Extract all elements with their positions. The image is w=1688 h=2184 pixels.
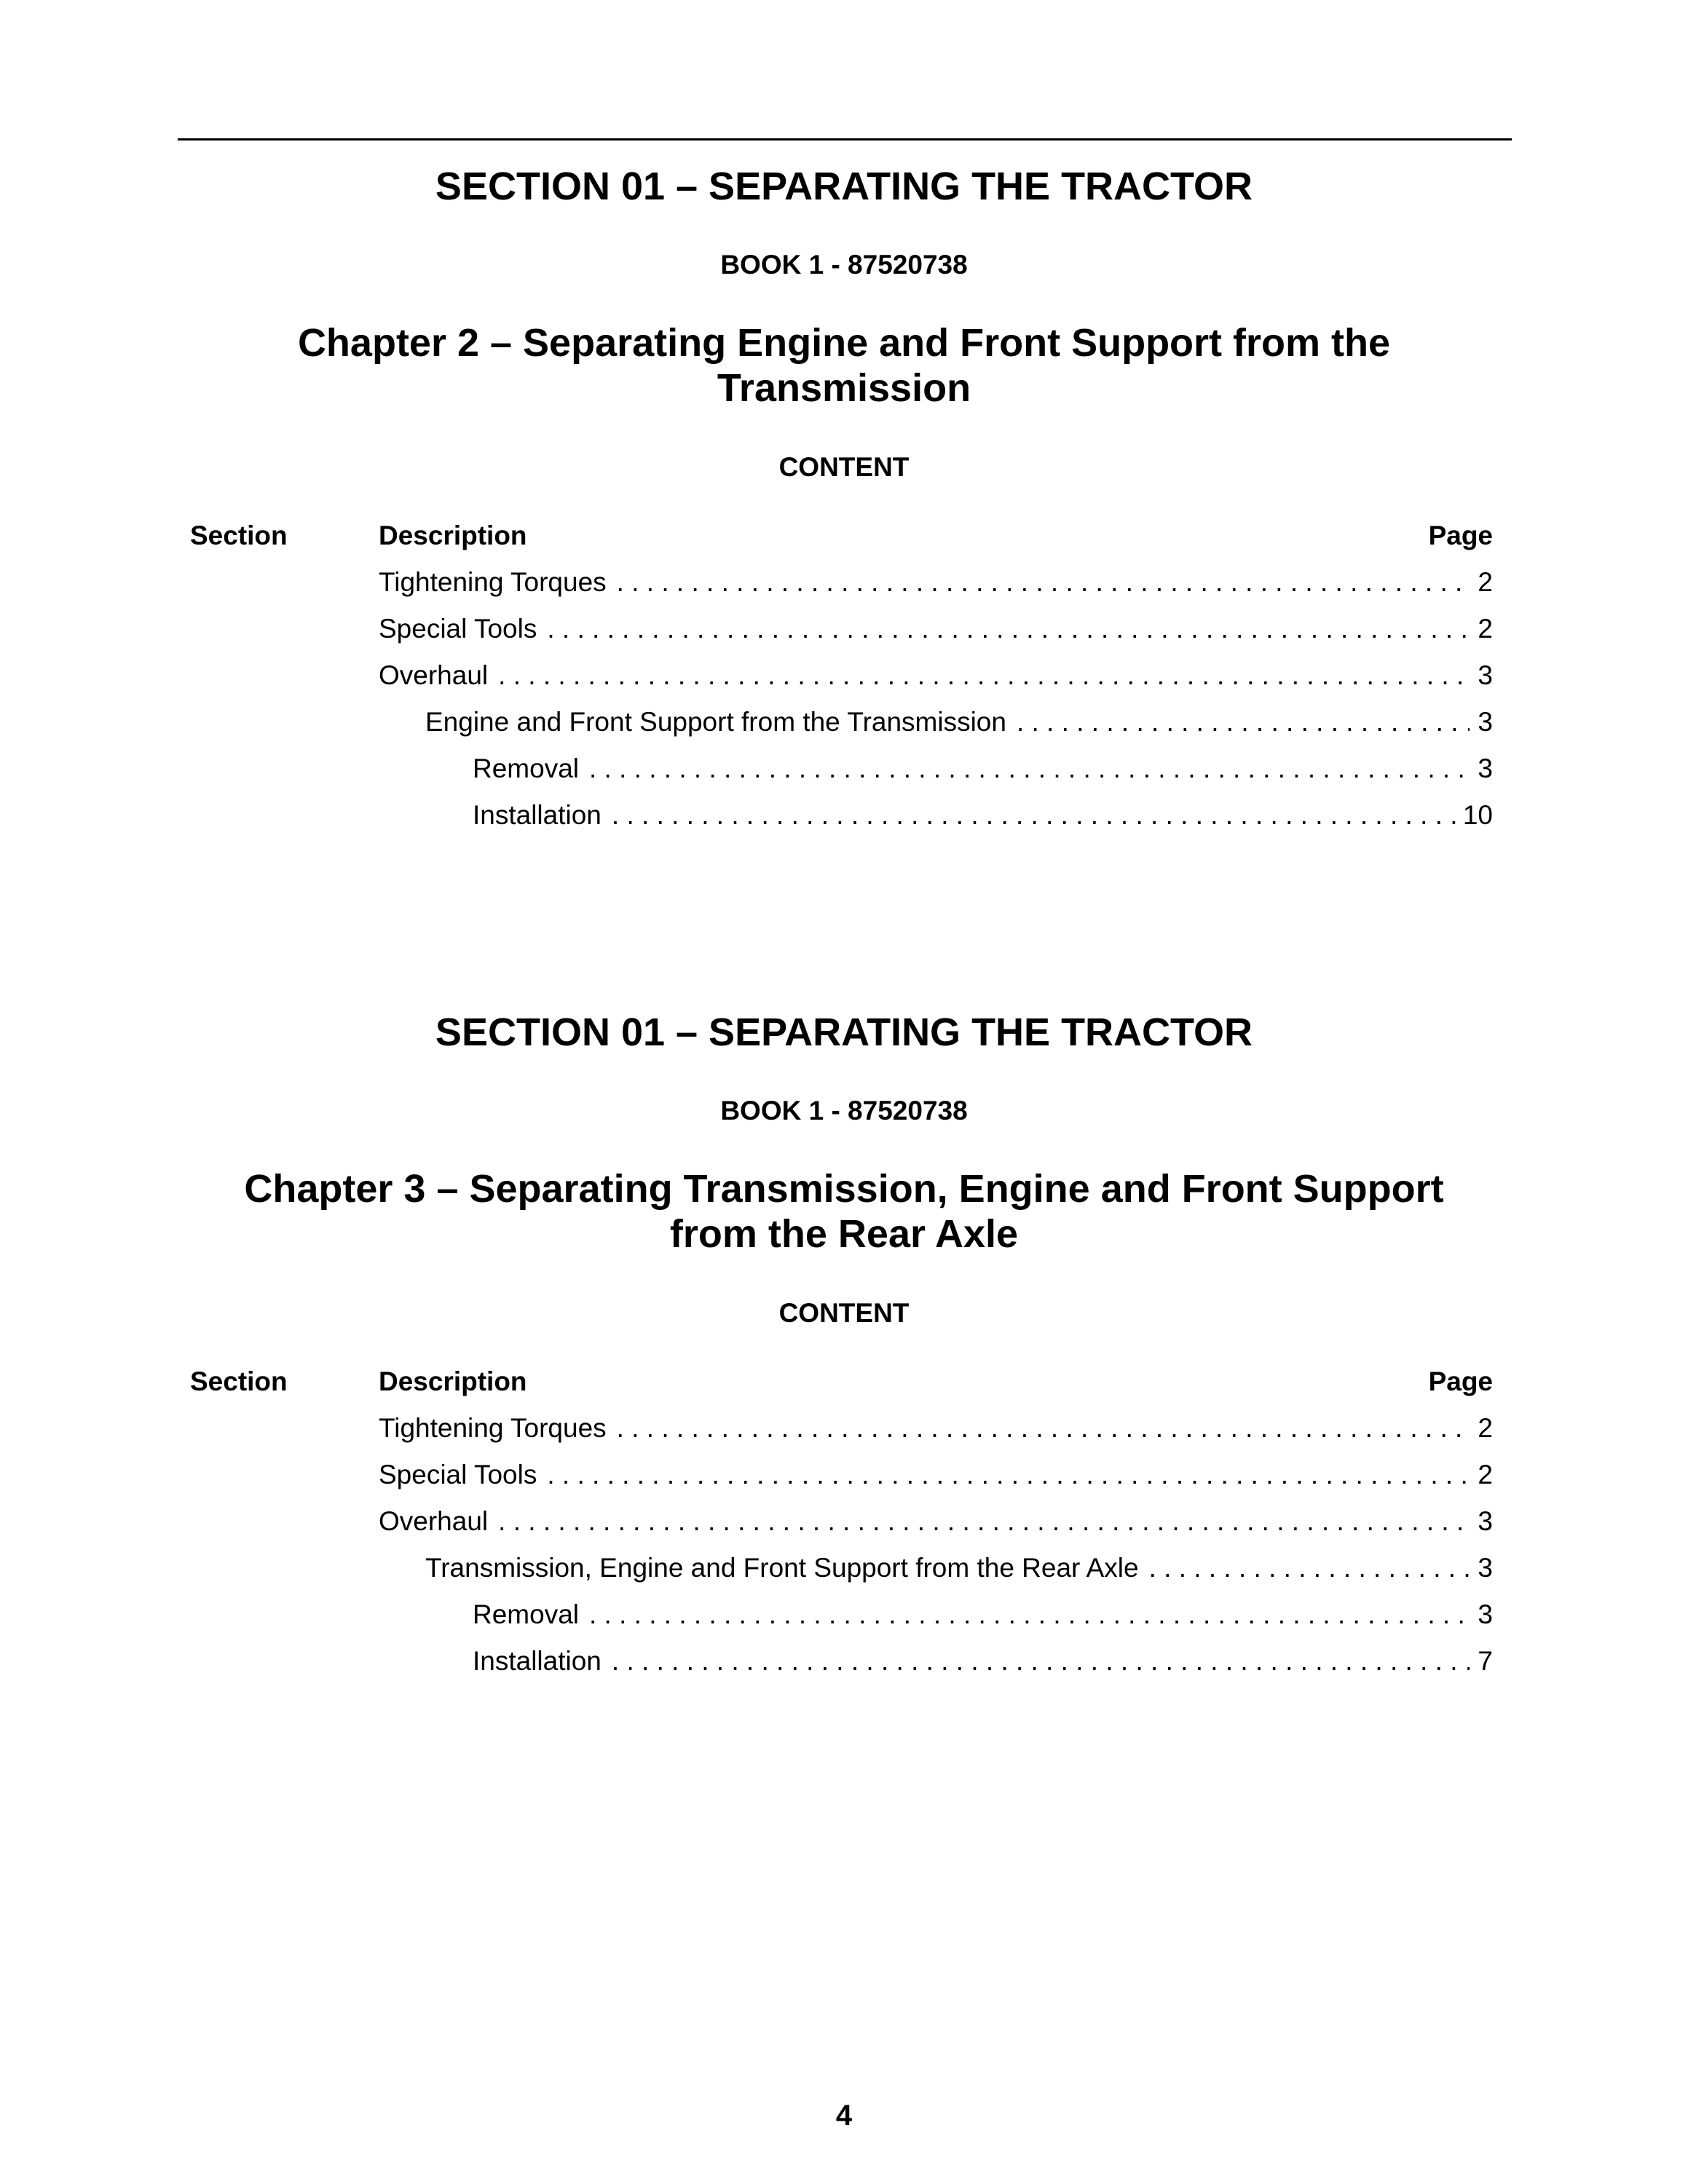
book-reference: BOOK 1 - 87520738 <box>720 250 968 280</box>
dot-leader <box>547 613 1470 645</box>
column-header-section: Section <box>190 1366 288 1396</box>
toc-entry-page: 3 <box>1478 1506 1493 1536</box>
toc-entry-page: 7 <box>1478 1646 1493 1676</box>
toc-entry-page: 3 <box>1478 1553 1493 1583</box>
toc-entry-page: 3 <box>1478 1599 1493 1629</box>
dot-leader <box>1017 706 1470 738</box>
dot-leader <box>498 1506 1470 1538</box>
toc-entry-page: 2 <box>1478 1460 1493 1489</box>
toc-entry-label: Removal <box>473 753 579 783</box>
column-header-description: Description <box>379 1366 527 1396</box>
toc-entry-page: 3 <box>1478 660 1493 690</box>
toc-entry-page: 10 <box>1462 800 1493 830</box>
toc-table <box>0 520 1688 855</box>
dot-leader <box>547 1459 1470 1491</box>
toc-entry[interactable] <box>379 566 1493 598</box>
toc-entry-label: Special Tools <box>379 1460 537 1489</box>
dot-leader <box>498 660 1470 692</box>
toc-entry[interactable] <box>425 1552 1493 1584</box>
toc-entry-label: Special Tools <box>379 614 537 644</box>
dot-leader <box>612 1645 1470 1677</box>
dot-leader <box>589 753 1470 785</box>
toc-entry[interactable] <box>473 1599 1493 1631</box>
toc-entry-label: Overhaul <box>379 1506 489 1536</box>
toc-entry-page: 2 <box>1478 1413 1493 1443</box>
toc-entry-label: Removal <box>473 1599 579 1629</box>
toc-entry-page: 3 <box>1478 707 1493 737</box>
content-heading: CONTENT <box>778 1298 910 1328</box>
toc-entry-label: Tightening Torques <box>379 1413 607 1443</box>
dot-leader <box>617 1412 1470 1444</box>
toc-entry[interactable] <box>425 706 1493 738</box>
chapter-title: Chapter 3 – Separating Transmission, Engine and Front Support from the Rear Axle <box>244 1167 1444 1256</box>
toc-entry-page: 3 <box>1478 753 1493 783</box>
toc-table <box>0 1366 1688 1701</box>
toc-entry-label: Tightening Torques <box>379 567 607 597</box>
toc-entry-label: Engine and Front Support from the Transmission <box>425 707 1006 737</box>
toc-entry-label: Installation <box>473 800 602 830</box>
toc-entry[interactable] <box>379 613 1493 645</box>
page-number: 4 <box>835 2100 853 2132</box>
toc-entry-label: Overhaul <box>379 660 489 690</box>
toc-entry[interactable] <box>473 799 1493 831</box>
toc-entry-page: 2 <box>1478 567 1493 597</box>
column-header-description: Description <box>379 521 527 550</box>
section-title: SECTION 01 – SEPARATING THE TRACTOR <box>435 165 1253 208</box>
chapter-title: Chapter 2 – Separating Engine and Front Support from the Transmission <box>297 321 1391 410</box>
content-heading: CONTENT <box>778 452 910 482</box>
toc-entry[interactable] <box>379 1459 1493 1491</box>
dot-leader <box>1149 1552 1470 1584</box>
toc-entry[interactable] <box>379 1412 1493 1444</box>
toc-entry-page: 2 <box>1478 614 1493 644</box>
book-reference: BOOK 1 - 87520738 <box>720 1096 968 1125</box>
toc-entry-label: Transmission, Engine and Front Support from the Rear Axle <box>425 1553 1139 1583</box>
column-header-page: Page <box>1428 521 1493 550</box>
column-header-page: Page <box>1428 1366 1493 1396</box>
toc-block-chapter-2 <box>0 165 1688 855</box>
top-rule <box>178 138 1512 141</box>
dot-leader <box>612 799 1456 831</box>
dot-leader <box>589 1599 1470 1631</box>
section-title: SECTION 01 – SEPARATING THE TRACTOR <box>435 1010 1253 1054</box>
toc-entry[interactable] <box>379 660 1493 692</box>
toc-entry[interactable] <box>473 753 1493 785</box>
toc-entry[interactable] <box>473 1645 1493 1677</box>
toc-block-chapter-3 <box>0 1010 1688 1701</box>
toc-entry-label: Installation <box>473 1646 602 1676</box>
toc-entry[interactable] <box>379 1506 1493 1538</box>
column-header-section: Section <box>190 521 288 550</box>
dot-leader <box>617 566 1470 598</box>
